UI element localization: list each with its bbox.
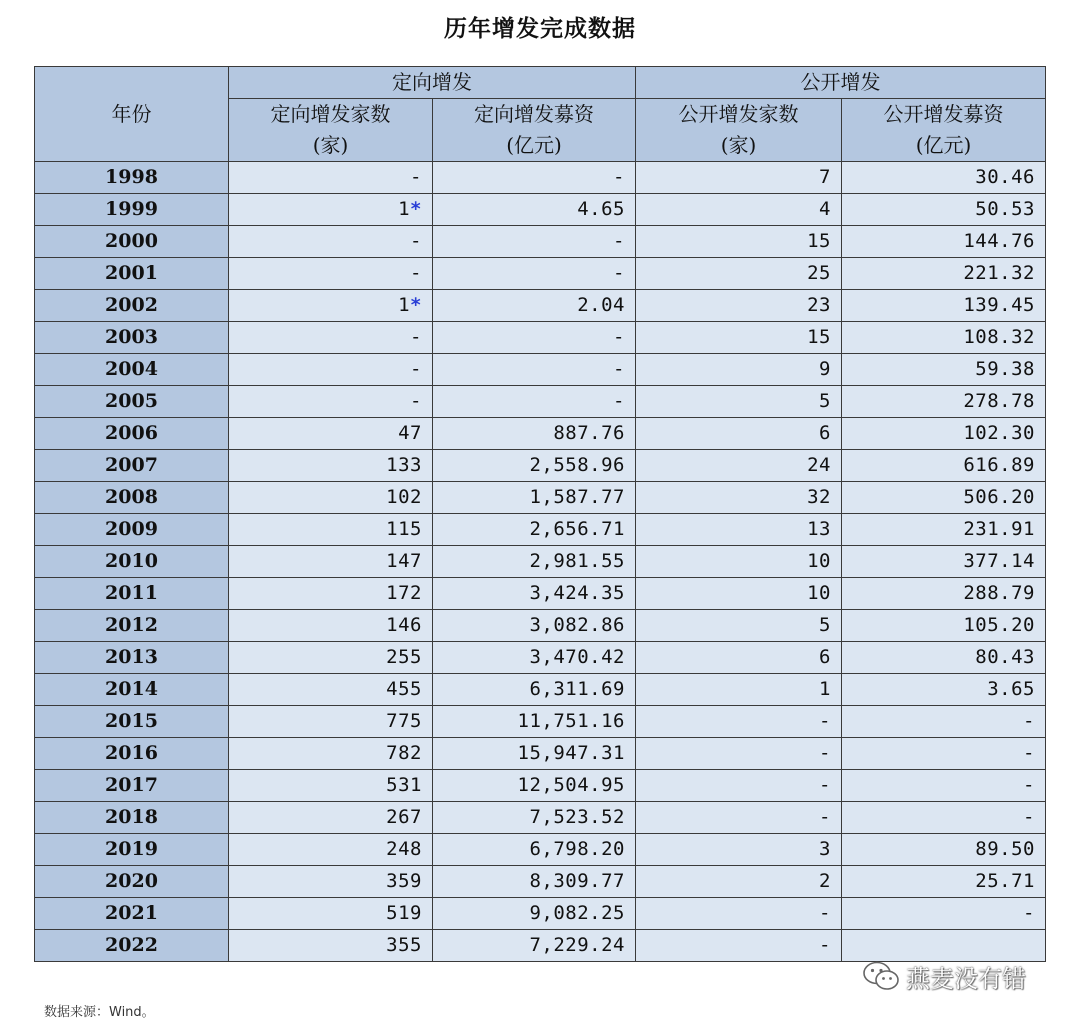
- cell-private-count: [229, 706, 433, 738]
- cell-private-count: [229, 802, 433, 834]
- cell-public-count: [636, 770, 842, 802]
- table-body: [35, 162, 1046, 962]
- cell-public-amount-value: 59.38: [975, 358, 1035, 380]
- cell-year: [35, 770, 229, 802]
- cell-year: [35, 354, 229, 386]
- cell-private-count: [229, 194, 433, 226]
- header-private-amount-unit: (亿元): [506, 133, 562, 157]
- cell-private-count-value: 782: [386, 742, 422, 764]
- cell-year-value: 2010: [105, 550, 158, 572]
- cell-private-amount: [433, 322, 636, 354]
- cell-private-count: [229, 290, 433, 322]
- cell-public-amount: [842, 226, 1046, 258]
- table-row: [35, 354, 1046, 386]
- cell-public-count-value: -: [819, 902, 831, 924]
- cell-public-amount: [842, 162, 1046, 194]
- table-row: [35, 546, 1046, 578]
- cell-private-count-value: 1: [398, 198, 411, 220]
- cell-public-count: [636, 514, 842, 546]
- cell-private-count: [229, 322, 433, 354]
- cell-private-count-value: 531: [386, 774, 422, 796]
- cell-public-count: [636, 386, 842, 418]
- table-row: [35, 610, 1046, 642]
- cell-private-count: [229, 386, 433, 418]
- cell-public-count: [636, 258, 842, 290]
- table-row: [35, 770, 1046, 802]
- cell-public-count-value: 15: [807, 326, 831, 348]
- cell-year-value: 2017: [105, 774, 158, 796]
- cell-public-count: [636, 546, 842, 578]
- table-row: [35, 578, 1046, 610]
- cell-year-value: 2006: [105, 422, 158, 444]
- cell-private-count-value: 146: [386, 614, 422, 636]
- cell-private-count-value: 267: [386, 806, 422, 828]
- cell-private-amount-value: 1,587.77: [529, 486, 625, 508]
- cell-public-count: [636, 418, 842, 450]
- cell-private-amount: [433, 898, 636, 930]
- cell-private-count-value: 355: [386, 934, 422, 956]
- cell-public-amount-value: -: [1023, 710, 1035, 732]
- table-row: [35, 418, 1046, 450]
- cell-year-value: 2014: [105, 678, 158, 700]
- cell-private-count: [229, 898, 433, 930]
- cell-private-amount-value: 12,504.95: [517, 774, 625, 796]
- cell-private-amount-value: 2,981.55: [529, 550, 625, 572]
- cell-public-count-value: 1: [819, 678, 831, 700]
- cell-private-amount-value: 3,424.35: [529, 582, 625, 604]
- cell-public-count-value: 23: [807, 294, 831, 316]
- cell-private-count-value: -: [410, 326, 422, 348]
- cell-private-count: [229, 354, 433, 386]
- cell-private-amount: [433, 354, 636, 386]
- cell-public-amount-value: 221.32: [963, 262, 1035, 284]
- cell-private-amount: [433, 738, 636, 770]
- cell-year: [35, 898, 229, 930]
- cell-year: [35, 482, 229, 514]
- table-row: [35, 162, 1046, 194]
- cell-year-value: 2018: [105, 806, 158, 828]
- cell-year: [35, 514, 229, 546]
- cell-private-count-value: 455: [386, 678, 422, 700]
- cell-year: [35, 802, 229, 834]
- cell-public-amount-value: 288.79: [963, 582, 1035, 604]
- cell-private-amount-value: 9,082.25: [529, 902, 625, 924]
- cell-public-count-value: 3: [819, 838, 831, 860]
- header-public-amount: [842, 99, 1046, 162]
- table-row: [35, 258, 1046, 290]
- cell-public-count: [636, 802, 842, 834]
- cell-year-value: 2016: [105, 742, 158, 764]
- cell-private-count: [229, 834, 433, 866]
- header-private-count-unit: (家): [312, 133, 349, 157]
- watermark: [862, 958, 1026, 994]
- cell-public-amount: [842, 898, 1046, 930]
- cell-public-amount-value: 80.43: [975, 646, 1035, 668]
- cell-private-amount: [433, 482, 636, 514]
- cell-private-count: [229, 514, 433, 546]
- cell-public-count-value: -: [819, 742, 831, 764]
- cell-public-count: [636, 930, 842, 962]
- cell-private-amount: [433, 578, 636, 610]
- cell-private-count: [229, 578, 433, 610]
- cell-public-amount-value: -: [1023, 742, 1035, 764]
- cell-private-amount-value: 3,470.42: [529, 646, 625, 668]
- cell-public-count-value: -: [819, 806, 831, 828]
- page-title: 历年增发完成数据: [444, 15, 636, 42]
- cell-year: [35, 642, 229, 674]
- cell-year: [35, 610, 229, 642]
- cell-private-amount-value: 6,311.69: [529, 678, 625, 700]
- cell-public-amount: [842, 290, 1046, 322]
- cell-year: [35, 386, 229, 418]
- cell-public-amount-value: 50.53: [975, 198, 1035, 220]
- cell-year: [35, 322, 229, 354]
- cell-year-value: 2002: [105, 294, 158, 316]
- cell-public-count: [636, 706, 842, 738]
- cell-public-count-value: -: [819, 934, 831, 956]
- table-row: [35, 930, 1046, 962]
- cell-public-count: [636, 162, 842, 194]
- cell-private-amount: [433, 706, 636, 738]
- cell-year-value: 1999: [105, 198, 158, 220]
- cell-private-amount: [433, 290, 636, 322]
- cell-year: [35, 546, 229, 578]
- cell-private-count-value: 248: [386, 838, 422, 860]
- cell-private-count-value: 47: [398, 422, 422, 444]
- cell-year-value: 2020: [105, 870, 158, 892]
- cell-private-amount: [433, 194, 636, 226]
- cell-private-amount-value: 3,082.86: [529, 614, 625, 636]
- cell-public-amount: [842, 706, 1046, 738]
- cell-private-amount: [433, 514, 636, 546]
- cell-public-amount-value: 616.89: [963, 454, 1035, 476]
- cell-year-value: 2011: [105, 582, 158, 604]
- header-public-count-label: 公开增发家数: [678, 102, 799, 126]
- table-row: [35, 194, 1046, 226]
- cell-private-count-value: -: [410, 390, 422, 412]
- cell-private-count-value: 775: [386, 710, 422, 732]
- cell-private-amount-value: 7,523.52: [529, 806, 625, 828]
- cell-public-count-value: 5: [819, 614, 831, 636]
- cell-year: [35, 834, 229, 866]
- table-row: [35, 898, 1046, 930]
- cell-public-count-value: 15: [807, 230, 831, 252]
- cell-public-count: [636, 354, 842, 386]
- cell-public-count-value: 2: [819, 870, 831, 892]
- cell-public-amount: [842, 866, 1046, 898]
- cell-public-count-value: 6: [819, 646, 831, 668]
- cell-private-amount-value: 15,947.31: [517, 742, 625, 764]
- cell-year-value: 2013: [105, 646, 158, 668]
- cell-private-count: [229, 450, 433, 482]
- cell-public-amount: [842, 546, 1046, 578]
- cell-public-count-value: -: [819, 710, 831, 732]
- cell-public-amount: [842, 418, 1046, 450]
- cell-private-count-value: -: [410, 358, 422, 380]
- cell-year-value: 2008: [105, 486, 158, 508]
- footnote-star: *: [410, 294, 422, 316]
- cell-year: [35, 290, 229, 322]
- cell-public-amount: [842, 770, 1046, 802]
- cell-private-amount: [433, 546, 636, 578]
- cell-public-amount-value: -: [1023, 774, 1035, 796]
- header-year: 年份: [35, 67, 229, 162]
- header-group-public: 公开增发: [636, 67, 1046, 99]
- cell-public-count-value: 25: [807, 262, 831, 284]
- cell-private-count: [229, 546, 433, 578]
- cell-private-count: [229, 610, 433, 642]
- cell-private-count: [229, 482, 433, 514]
- cell-public-amount: [842, 194, 1046, 226]
- table-row: [35, 866, 1046, 898]
- table-row: [35, 482, 1046, 514]
- cell-public-count-value: -: [819, 774, 831, 796]
- header-group-private: 定向增发: [229, 67, 636, 99]
- cell-private-count-value: 115: [386, 518, 422, 540]
- cell-public-amount-value: 3.65: [987, 678, 1035, 700]
- table-row: [35, 706, 1046, 738]
- cell-public-amount-value: -: [1023, 806, 1035, 828]
- cell-public-count: [636, 578, 842, 610]
- cell-year: [35, 930, 229, 962]
- cell-public-count: [636, 866, 842, 898]
- cell-year-value: 2003: [105, 326, 158, 348]
- cell-year: [35, 162, 229, 194]
- cell-public-amount: [842, 354, 1046, 386]
- cell-public-count-value: 7: [819, 166, 831, 188]
- cell-public-amount: [842, 322, 1046, 354]
- cell-public-amount: [842, 578, 1046, 610]
- table-row: [35, 738, 1046, 770]
- cell-private-amount-value: 2,656.71: [529, 518, 625, 540]
- cell-year-value: 2005: [105, 390, 158, 412]
- cell-year-value: 2012: [105, 614, 158, 636]
- footnote-star: *: [410, 198, 422, 220]
- cell-private-amount: [433, 674, 636, 706]
- cell-public-amount: [842, 514, 1046, 546]
- cell-public-amount-value: 25.71: [975, 870, 1035, 892]
- cell-year-value: 2000: [105, 230, 158, 252]
- cell-private-count: [229, 930, 433, 962]
- cell-public-count-value: 24: [807, 454, 831, 476]
- cell-private-amount-value: -: [613, 358, 625, 380]
- cell-private-amount: [433, 386, 636, 418]
- header-public-amount-label: 公开增发募资: [883, 102, 1004, 126]
- cell-public-count: [636, 738, 842, 770]
- table-row: [35, 290, 1046, 322]
- cell-year: [35, 706, 229, 738]
- cell-public-amount: [842, 482, 1046, 514]
- cell-public-count: [636, 322, 842, 354]
- cell-private-amount: [433, 834, 636, 866]
- cell-year: [35, 450, 229, 482]
- cell-private-count-value: 172: [386, 582, 422, 604]
- cell-private-amount-value: 7,229.24: [529, 934, 625, 956]
- cell-year-value: 2004: [105, 358, 158, 380]
- cell-private-amount: [433, 162, 636, 194]
- cell-public-count-value: 32: [807, 486, 831, 508]
- cell-private-count-value: 359: [386, 870, 422, 892]
- cell-private-count: [229, 642, 433, 674]
- cell-public-amount: [842, 834, 1046, 866]
- cell-public-amount-value: 506.20: [963, 486, 1035, 508]
- cell-public-amount: [842, 802, 1046, 834]
- cell-private-count-value: 255: [386, 646, 422, 668]
- cell-year: [35, 738, 229, 770]
- cell-year-value: 2009: [105, 518, 158, 540]
- cell-private-amount-value: 887.76: [553, 422, 625, 444]
- cell-private-count: [229, 162, 433, 194]
- cell-public-count: [636, 674, 842, 706]
- cell-year-value: 2007: [105, 454, 158, 476]
- table-row: [35, 386, 1046, 418]
- cell-public-count: [636, 194, 842, 226]
- cell-private-amount-value: 11,751.16: [517, 710, 625, 732]
- cell-private-count: [229, 770, 433, 802]
- cell-private-amount: [433, 450, 636, 482]
- header-private-amount: [433, 99, 636, 162]
- cell-private-amount: [433, 226, 636, 258]
- cell-year: [35, 578, 229, 610]
- cell-private-amount: [433, 610, 636, 642]
- watermark-text: 燕麦没有错: [906, 964, 1026, 993]
- cell-private-count-value: -: [410, 262, 422, 284]
- table-row: [35, 642, 1046, 674]
- cell-year-value: 2015: [105, 710, 158, 732]
- cell-public-count-value: 9: [819, 358, 831, 380]
- cell-private-amount: [433, 930, 636, 962]
- header-public-count-unit: (家): [720, 133, 757, 157]
- header-private-count-label: 定向增发家数: [270, 102, 391, 126]
- cell-private-count-value: 1: [398, 294, 411, 316]
- cell-private-count-value: 102: [386, 486, 422, 508]
- cell-public-count-value: 13: [807, 518, 831, 540]
- cell-private-count-value: -: [410, 166, 422, 188]
- cell-public-amount-value: 231.91: [963, 518, 1035, 540]
- cell-public-count: [636, 290, 842, 322]
- cell-year: [35, 258, 229, 290]
- cell-public-amount: [842, 610, 1046, 642]
- cell-private-count-value: 133: [386, 454, 422, 476]
- cell-private-count: [229, 738, 433, 770]
- cell-public-amount-value: 108.32: [963, 326, 1035, 348]
- cell-year: [35, 674, 229, 706]
- cell-private-count-value: 519: [386, 902, 422, 924]
- cell-public-count: [636, 898, 842, 930]
- cell-private-amount-value: -: [613, 262, 625, 284]
- table-row: [35, 450, 1046, 482]
- cell-public-count: [636, 610, 842, 642]
- cell-private-amount-value: 2,558.96: [529, 454, 625, 476]
- cell-public-amount-value: 144.76: [963, 230, 1035, 252]
- cell-private-count: [229, 258, 433, 290]
- cell-public-amount: [842, 450, 1046, 482]
- cell-public-count: [636, 642, 842, 674]
- cell-year: [35, 226, 229, 258]
- data-source-note: 数据来源：Wind。: [44, 1005, 155, 1020]
- cell-public-count: [636, 834, 842, 866]
- table-row: [35, 226, 1046, 258]
- issuance-table: [34, 66, 1046, 962]
- cell-public-amount-value: 139.45: [963, 294, 1035, 316]
- header-public-amount-unit: (亿元): [915, 133, 972, 157]
- cell-public-amount-value: 105.20: [963, 614, 1035, 636]
- cell-public-amount-value: 278.78: [963, 390, 1035, 412]
- cell-private-amount-value: 4.65: [577, 198, 625, 220]
- cell-public-count-value: 10: [807, 582, 831, 604]
- cell-private-amount-value: -: [613, 390, 625, 412]
- cell-public-count-value: 4: [819, 198, 831, 220]
- cell-private-count: [229, 674, 433, 706]
- cell-private-amount-value: -: [613, 230, 625, 252]
- cell-public-amount: [842, 642, 1046, 674]
- cell-private-amount: [433, 642, 636, 674]
- cell-public-count-value: 10: [807, 550, 831, 572]
- cell-year-value: 2019: [105, 838, 158, 860]
- cell-private-count: [229, 226, 433, 258]
- table-row: [35, 674, 1046, 706]
- cell-public-amount: [842, 738, 1046, 770]
- cell-private-amount-value: 2.04: [577, 294, 625, 316]
- table-row: [35, 322, 1046, 354]
- cell-public-amount: [842, 930, 1046, 962]
- cell-public-amount-value: -: [1023, 902, 1035, 924]
- cell-public-count-value: 5: [819, 390, 831, 412]
- cell-year-value: 1998: [105, 166, 158, 188]
- cell-private-amount-value: 6,798.20: [529, 838, 625, 860]
- cell-private-count-value: -: [410, 230, 422, 252]
- cell-private-amount: [433, 802, 636, 834]
- cell-public-count: [636, 482, 842, 514]
- cell-private-amount-value: -: [613, 166, 625, 188]
- cell-year: [35, 418, 229, 450]
- cell-year: [35, 194, 229, 226]
- cell-year-value: 2022: [105, 934, 158, 956]
- cell-private-amount: [433, 258, 636, 290]
- cell-private-amount: [433, 418, 636, 450]
- cell-year: [35, 866, 229, 898]
- table-row: [35, 802, 1046, 834]
- cell-private-count-value: 147: [386, 550, 422, 572]
- cell-private-amount: [433, 770, 636, 802]
- cell-public-amount: [842, 674, 1046, 706]
- cell-private-amount-value: 8,309.77: [529, 870, 625, 892]
- header-private-amount-label: 定向增发募资: [474, 102, 594, 126]
- cell-public-count: [636, 450, 842, 482]
- cell-public-amount-value: 377.14: [963, 550, 1035, 572]
- cell-public-amount: [842, 386, 1046, 418]
- cell-public-amount-value: 30.46: [975, 166, 1035, 188]
- table-row: [35, 834, 1046, 866]
- cell-public-amount: [842, 258, 1046, 290]
- cell-year-value: 2001: [105, 262, 158, 284]
- cell-public-amount-value: 89.50: [975, 838, 1035, 860]
- cell-private-amount: [433, 866, 636, 898]
- table-row: [35, 514, 1046, 546]
- cell-public-count-value: 6: [819, 422, 831, 444]
- wechat-icon: [862, 960, 900, 992]
- cell-private-amount-value: -: [613, 326, 625, 348]
- cell-year-value: 2021: [105, 902, 158, 924]
- cell-public-amount-value: 102.30: [963, 422, 1035, 444]
- header-public-count: [636, 99, 842, 162]
- cell-public-count: [636, 226, 842, 258]
- cell-private-count: [229, 866, 433, 898]
- cell-private-count: [229, 418, 433, 450]
- header-private-count: [229, 99, 433, 162]
